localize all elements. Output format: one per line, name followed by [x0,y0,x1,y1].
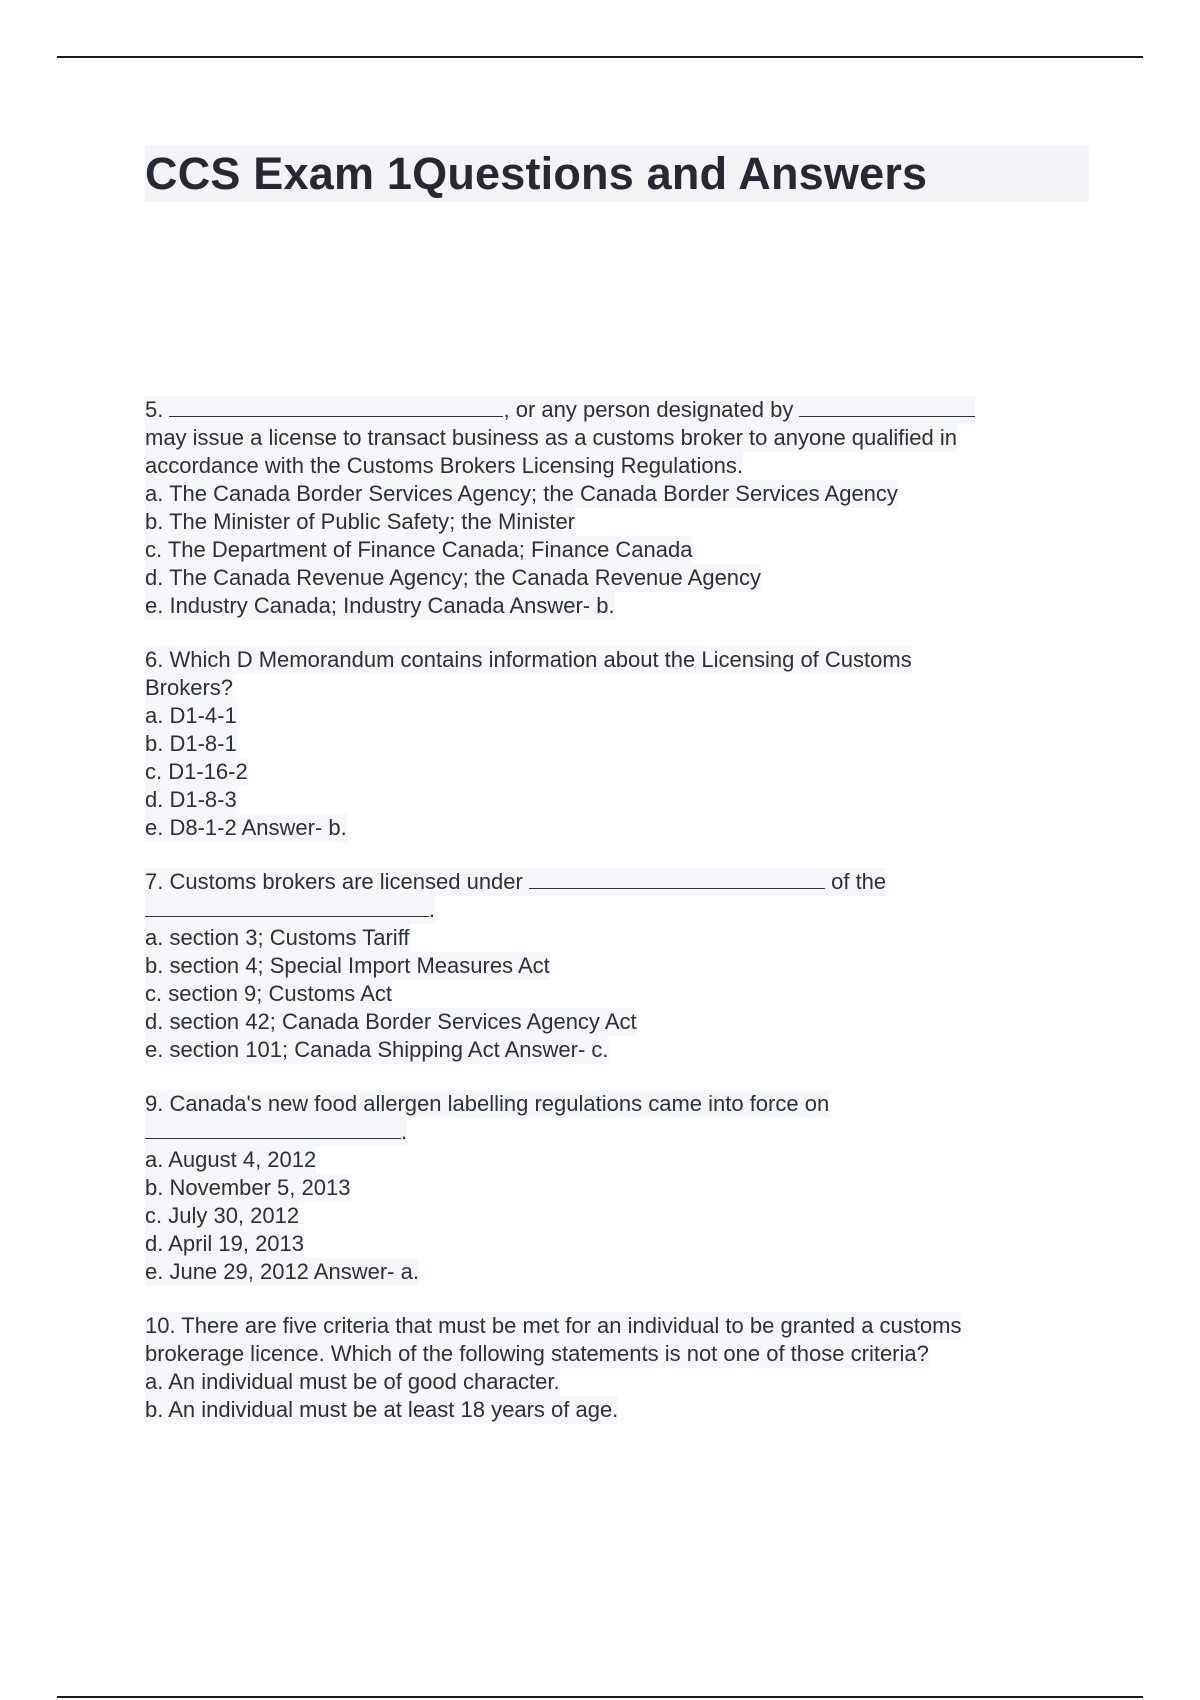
question-stem-line [145,1118,407,1146]
question-6 [145,646,1045,842]
question-7 [145,868,1045,1064]
question-stem-line [145,868,886,896]
answer-option: a. An individual must be of good character. [145,1369,560,1394]
document-body [145,396,1045,1450]
question-stem-end: . [401,1119,408,1144]
answer-option: b. D1-8-1 [145,731,237,756]
answer-option: c. section 9; Customs Act [145,981,392,1006]
question-stem-end: . [429,897,436,922]
answer-option: c. July 30, 2012 [145,1203,300,1228]
question-stem-line: brokerage licence. Which of the following statements is not one of those criteria? [145,1341,929,1366]
question-stem-text: , or any person designated by [503,397,794,422]
question-10 [145,1312,1045,1424]
answer-option: b. section 4; Special Import Measures Act [145,953,550,978]
answer-option: d. section 42; Canada Border Services Agency Act [145,1009,637,1034]
answer-option: b. November 5, 2013 [145,1175,351,1200]
answer-option: a. section 3; Customs Tariff [145,925,410,950]
answer-option: e. D8-1-2 Answer- b. [145,815,347,840]
answer-option: c. The Department of Finance Canada; Finance Canada [145,537,693,562]
answer-option: d. April 19, 2013 [145,1231,305,1256]
answer-blank [799,396,975,417]
answer-blank [529,868,825,889]
answer-blank [169,396,503,417]
question-stem-line [145,396,975,424]
page-title: CCS Exam 1Questions and Answers [145,148,928,199]
answer-blank [145,896,429,917]
answer-option: c. D1-16-2 [145,759,248,784]
top-rule [57,56,1143,58]
question-number: 5. [145,397,164,422]
answer-option: a. The Canada Border Services Agency; the Canada Border Services Agency [145,481,898,506]
answer-option: e. Industry Canada; Industry Canada Answer- b. [145,593,615,618]
answer-option: d. The Canada Revenue Agency; the Canada Revenue Agency [145,565,762,590]
answer-option: d. D1-8-3 [145,787,237,812]
question-stem-text: 7. Customs brokers are licensed under [145,869,523,894]
answer-option: b. The Minister of Public Safety; the Minister [145,509,575,534]
question-5 [145,396,1045,620]
question-9 [145,1090,1045,1286]
question-stem-line: may issue a license to transact business as a customs broker to anyone qualified in [145,425,957,450]
answer-option: a. August 4, 2012 [145,1147,317,1172]
answer-option: b. An individual must be at least 18 years of age. [145,1397,619,1422]
answer-option: e. June 29, 2012 Answer- a. [145,1259,419,1284]
question-stem-text: of the [831,869,887,894]
question-stem-line: 10. There are five criteria that must be met for an individual to be granted a customs [145,1313,962,1338]
question-stem-line: 6. Which D Memorandum contains information about the Licensing of Customs [145,647,912,672]
question-stem-line: accordance with the Customs Brokers Licensing Regulations. [145,453,743,478]
question-stem-line: Brokers? [145,675,234,700]
answer-option: a. D1-4-1 [145,703,237,728]
question-stem-line [145,896,435,924]
answer-blank [145,1118,401,1139]
bottom-rule [57,1696,1143,1698]
question-stem-line: 9. Canada's new food allergen labelling regulations came into force on [145,1091,830,1116]
answer-option: e. section 101; Canada Shipping Act Answer- c. [145,1037,609,1062]
